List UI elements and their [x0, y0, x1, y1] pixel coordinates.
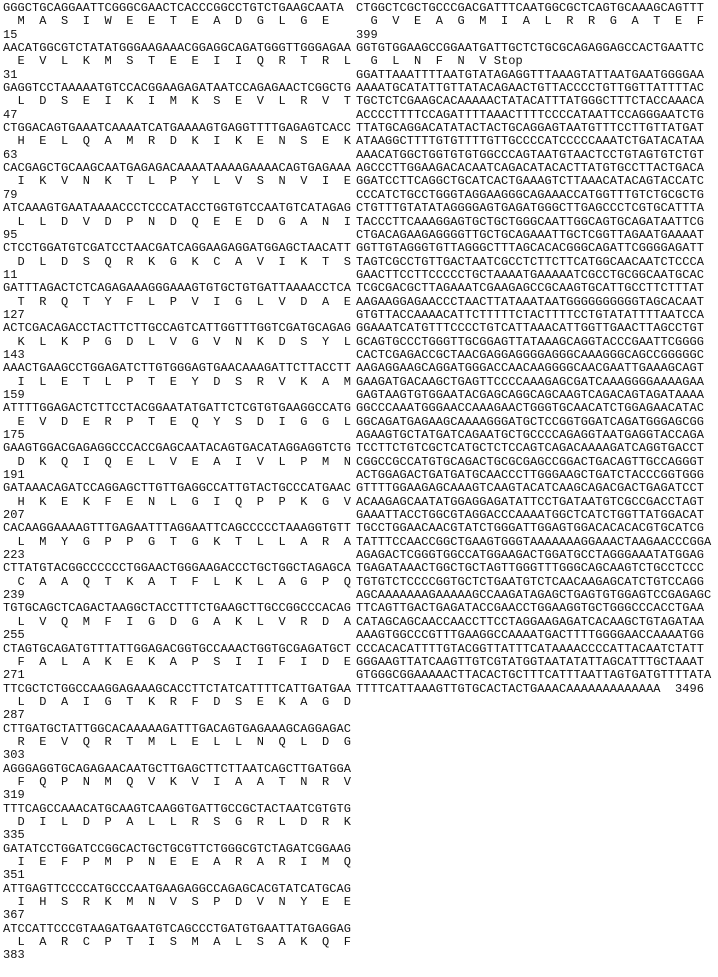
sequence-right-column: [356, 2, 716, 696]
amino-acid-line: L D S E I K I M K S E V L R V T: [3, 94, 352, 109]
nucleotide-line: TACCCTTCAAAGGAGTGCTGCTGGGCAATTGGCAGTGCAGATAATTCG: [356, 214, 705, 229]
amino-acid-line: K L K P G D L V G V N K D S Y L: [3, 334, 352, 349]
nucleotide-line: GATTTAGACTCTCAGAGAAAGGGAAAGTGTGCTGTGATTAAAACCTCA: [3, 281, 352, 296]
position-number: 335: [3, 828, 25, 843]
nucleotide-line: AGCCCTTGGAAGACACAATCAGACATACACTTATGTGCCTTACTGACA: [356, 161, 705, 176]
nucleotide-line: AAAGTGGCCCGTTTGAAGGCCAAAATGACTTTTGGGGAACCAAAATGG: [356, 628, 705, 643]
nucleotide-line: CTTATGTACGGCCCCCCTGGAACTGGGAAGACCCTGCTGGCTAGAGCA: [3, 561, 352, 576]
nucleotide-line: AAGAAGGAGAACCCTAACTTATAAATAATGGGGGGGGGGTAGCACAAT: [356, 294, 705, 309]
amino-acid-line: M A S I W E E T E A D G L G E: [3, 14, 330, 29]
nucleotide-line: CACTCGAGACCGCTAACGAGGAGGGGAGGGCAAAGGGCAGCCGGGGGC: [356, 347, 705, 362]
nucleotide-line: CACAAGGAAAAGTTTGAGAATTTAGGAATTCAGCCCCCTAAAGGTGTT: [3, 521, 352, 536]
amino-acid-line: H K E K F E N L G I Q P P K G V: [3, 494, 352, 509]
nucleotide-line: GGCCCAAATGGGAACCAAAGAACTGGGTGCAACATCTGGAGAACATAC: [356, 401, 705, 416]
nucleotide-line: GAAATTACCTGGCGTAGGACCCAAAATGGCTCATCTGGTTATGGACAT: [356, 508, 705, 523]
nucleotide-line: AGAAGTGCTATGATCAGAATGCTGCCCCAGAGGTAATGAGGTACCAGA: [356, 428, 705, 442]
nucleotide-line: AAACATGGCTGGTGTGTGGCCCAGTAATGTAACTCCTGTAGTGTCTGT: [356, 147, 705, 162]
nucleotide-line: GGCAGATGAGAAGCAAAAGGGATGCTCCGGTGGATCAGATGGGAGCGG: [356, 414, 705, 429]
position-number: 367: [3, 908, 25, 923]
nucleotide-line: AGAGACTCGGGTGGCCATGGAAGACTGGATGCCTAGGGAAATATGGAG: [356, 548, 705, 563]
nucleotide-line: ACCCCTTTTCCAGATTTTAAACTTTTCCCCATAATTCCAGGGAATCTG: [356, 107, 705, 122]
sequence-left-column: [3, 2, 355, 963]
amino-acid-line: G V E A G M I A L R R G A T E F: [356, 14, 705, 29]
amino-acid-line: L M Y G P P G T G K T L L A R A: [3, 534, 352, 549]
position-number: 143: [3, 347, 25, 362]
nucleotide-line: TAGTCGCCTGTTGACTAATCGCCTCTTCTTCATGGCAACAATCTCCCA: [356, 254, 705, 269]
amino-acid-line: I K V N K T L P Y L V S N V I E: [3, 174, 352, 189]
nucleotide-line: CTGGACAGTGAAATCAAAATCATGAAAAGTGAGGTTTTGAGAGTCACC: [3, 121, 352, 136]
nucleotide-line: GAAGTGGACGAGAGGCCCACCGAGCAATACAGTGACATAGGAGGTCTG: [3, 441, 352, 456]
nucleotide-line: TTCGCTCTGGCCAAGGAGAAAGCACCTTCTATCATTTTCATTGATGAA: [3, 681, 352, 696]
nucleotide-line: GTGTTACCAAAACATTCTTTTTCTACTTTTCCTGTATATTTTAATCCA: [356, 307, 705, 322]
nucleotide-line: AACATGGCGTCTATATGGGAAGAAACGGAGGCAGATGGGTTGGGAGAA: [3, 41, 352, 56]
amino-acid-line: F Q P N M Q V K V I A A T N R V: [3, 774, 352, 789]
position-number: 127: [3, 307, 25, 322]
nucleotide-line: GGATTAAATTTTAATGTATAGAGGTTTAAAGTATTAATGAATGGGGAA: [356, 67, 705, 82]
nucleotide-line: TCGCGACGCTTAGAAATCGAAGAGCCGCAAGTGCATTGCCTTCTTTAT: [356, 281, 705, 296]
nucleotide-line: ACTCGACAGACCTACTTCTTGCCAGTCATTGGTTTGGTCGATGCAGAG: [3, 321, 352, 336]
nucleotide-line: GTTTTGGAAGAGCAAAGTCAAGTACATCAAGCAGACGACTGAGATCCT: [356, 481, 705, 496]
nucleotide-line: AGGGAGGTGCAGAGAACAATGCTTGAGCTTCTTAATCAGCTTGATGGA: [3, 761, 352, 776]
nucleotide-line: ATCAAAGTGAATAAAACCCTCCCATACCTGGTGTCCAATGTCATAGAG: [3, 201, 352, 216]
position-number: 159: [3, 387, 25, 402]
nucleotide-line: TGCCTGGAACAACGTATCTGGGATTGGAGTGGACACACACGTGCATCG: [356, 521, 705, 536]
nucleotide-line: AAACTGAAGCCTGGAGATCTTGTGGGAGTGAACAAAGATTCTTACCTT: [3, 361, 352, 376]
nucleotide-line: CCCATCTGCCTGGGTAGGAAGGGCAGAAACCATGGTTTGTCTGCGCTG: [356, 187, 705, 202]
nucleotide-line: CTGGCTCGCTGCCCGACGATTTCAATGGCGCTCAGTGCAAAGCAGTTT: [356, 1, 705, 15]
position-number: 207: [3, 508, 25, 523]
position-number: 175: [3, 428, 25, 442]
nucleotide-line: GGATCCTTCAGGCTGCATCACTGAAAGTCTTAAACATACAGTACCATC: [356, 174, 705, 189]
nucleotide-line: TGTGCAGCTCAGACTAAGGCTACCTTTCTGAAGCTTGCCGGCCCACAG: [3, 601, 352, 616]
nucleotide-line: GGTTGTAGGGTGTTAGGGCTTTAGCACACGGGCAGATTCGGGGAGATT: [356, 241, 705, 256]
nucleotide-line: ACTGGAGACTGATGATGCAACCCTTGGGAAGCTGATCTACCCGGTGGG: [356, 468, 705, 483]
amino-acid-line: R E V Q R T M L E L L N Q L D G: [3, 734, 352, 749]
amino-acid-line: D I L D P A L L R S G R L D R K: [3, 814, 352, 829]
nucleotide-line: CTGTTTGTATATAGGGGAGTGAGATGGGCTTGAGCCCTCGTGCATTTA: [356, 201, 705, 216]
position-number: 191: [3, 468, 25, 483]
nucleotide-line: GGTGTGGAAGCCGGAATGATTGCTCTGCGCAGAGGAGCCACTGAATTC: [356, 41, 705, 56]
nucleotide-line: GGAAATCATGTTTCCCCTGTCATTAAACATTGGTTGAACTTAGCCTGT: [356, 321, 705, 336]
amino-acid-line: I L E T L P T E Y D S R V K A M: [3, 374, 352, 389]
nucleotide-line: GATATCCTGGATCCGGCACTGCTGCGTTCTGGGCGTCTAGATCGGAAG: [3, 841, 352, 856]
position-number: 399: [356, 27, 378, 42]
amino-acid-line: I E F P M P N E E A R A R I M Q: [3, 855, 352, 869]
position-number: 287: [3, 708, 25, 723]
nucleotide-line: GGGCTGCAGGAATTCGGGCGAACTCACCCGGCCTGTCTGAAGCAATA: [3, 1, 344, 15]
position-number: 319: [3, 788, 25, 803]
amino-acid-line: L V Q M F I G D G A K L V R D A: [3, 614, 352, 629]
nucleotide-line: GTGGGCGGAAAAACTTACACTGCTTTCATTTAATTAGTGATGTTTTATA: [356, 668, 712, 683]
amino-acid-line: F A L A K E K A P S I I F I D E: [3, 654, 352, 669]
amino-acid-line: C A A Q T K A T F L K L A G P Q: [3, 574, 352, 589]
position-number: 351: [3, 868, 25, 883]
nucleotide-line: GAGTAAGTGTGGAATACGAGCAGGCAGCAAGTCAGACAGTAGATAAAA: [356, 387, 705, 402]
amino-acid-line: H E L Q A M R D K I K E N S E K: [3, 134, 352, 149]
nucleotide-line: ATCCATTCCCGTAAGATGAATGTCAGCCCTGATGTGAATTATGAGGAG: [3, 921, 352, 936]
nucleotide-line: TTCAGTTGACTGAGATACCGAACCTGGAAGGTGCTGGGCCCACCTGAA: [356, 601, 705, 616]
nucleotide-line: TTTCAGCCAAACATGCAAGTCAAGGTGATTGCCGCTACTAATCGTGTG: [3, 801, 352, 816]
nucleotide-line: CTCCTGGATGTCGATCCTAACGATCAGGAAGAGGATGGAGCTAACATT: [3, 241, 352, 256]
position-number: 31: [3, 67, 18, 82]
position-number: 63: [3, 147, 18, 162]
nucleotide-line: TGTGTCTCCCCGGTGCTCTGAATGTCTCAACAAGAGCATCTGTCCAGG: [356, 574, 705, 589]
nucleotide-line: CTTGATGCTATTGGCACAAAAAGATTTGACAGTGAGAAAGCAGGAGAC: [3, 721, 352, 736]
position-number: 11: [3, 267, 18, 282]
nucleotide-line: GATAAACAGATCCAGGAGCTTGTTGAGGCCATTGTACTGCCCATGAAC: [3, 481, 352, 496]
position-number: 95: [3, 227, 18, 242]
nucleotide-line: ATAAGGCTTTTGTGTTTTGTTGCCCCATCCCCCAAATCTGATACATAA: [356, 134, 705, 149]
nucleotide-line: ACAAGAGCAATATGGAGGAGATATTCCTGATAATGTCGCCGACCTAGT: [356, 494, 705, 509]
amino-acid-line: D K Q I Q E L V E A I V L P M N: [3, 454, 352, 469]
amino-acid-line: I H S R K M N V S P D V N Y E E: [3, 895, 352, 910]
position-number: 383: [3, 948, 25, 963]
nucleotide-line: TATTTCCAACCGGCTGAAGTGGGTAAAAAAAGGAAACTAAGAACCCGGA: [356, 534, 712, 549]
nucleotide-line: TTATGCAGGACATATACTACTGCAGGAGTAATGTTTCCTTGTTATGAT: [356, 121, 705, 136]
nucleotide-line: GGGAAGTTATCAAGTTGTCGTATGGTAATATATTAGCATTTGCTAAAT: [356, 654, 705, 669]
amino-acid-line: E V L K M S T E E I I Q R T R L: [3, 54, 352, 69]
nucleotide-line: CATAGCAGCAACCAACCTTCCTAGGAAGAGATCACAAGCTGTAGATAA: [356, 614, 705, 629]
nucleotide-line: CTGACAGAAGAGGGGTTGCTGCAGAAATTGCTCGGTTAGAATGAAAAT: [356, 227, 705, 242]
nucleotide-line: TCCTTCTGTCGCTCATGCTCTCCAGTCAGACAAAAGATCAGGTGACCT: [356, 441, 705, 456]
amino-acid-line: T R Q T Y F L P V I G L V D A E: [3, 294, 352, 309]
position-number: 223: [3, 548, 25, 563]
final-nucleotide-line: TTTTCATTAAAGTTGTGCACTACTGAAACAAAAAAAAAAAAA 3496: [356, 681, 705, 696]
amino-acid-line: D L D S Q R K G K C A V I K T S: [3, 254, 352, 269]
nucleotide-line: GAACTTCCTTCCCCCTGCTAAAATGAAAAATCGCCTGCGGCAATGCAC: [356, 267, 705, 282]
nucleotide-line: ATTGAGTTCCCCATGCCCAATGAAGAGGCCAGAGCACGTATCATGCAG: [3, 881, 352, 896]
nucleotide-line: GAAGATGACAAGCTGAGTTCCCCAAAGAGCGATCAAAGGGGAAAAGAA: [356, 374, 705, 389]
nucleotide-line: CTAGTGCAGATGTTTATTGGAGACGGTGCCAAACTGGTGCGAGATGCT: [3, 641, 352, 656]
nucleotide-line: TGCTCTCGAAGCACAAAAACTATACATTTATGGGCTTTCTACCAAACA: [356, 94, 705, 109]
amino-acid-line: E V D E R P T E Q Y S D I G G L: [3, 414, 352, 429]
position-number: 15: [3, 27, 18, 42]
nucleotide-line: ATTTTGGAGACTCTTCCTACGGAATATGATTCTCGTGTGAAGGCCATG: [3, 401, 352, 416]
amino-acid-line: L D A I G T K R F D S E K A G D: [3, 694, 352, 709]
amino-acid-line: L A R C P T I S M A L S A K Q F: [3, 935, 352, 950]
position-number: 79: [3, 187, 18, 202]
nucleotide-line: AAAATGCATATTGTTATACAGAACTGTTACCCCTGTTGGTTATTTTAC: [356, 81, 705, 96]
position-number: 239: [3, 588, 25, 603]
amino-acid-line: G L N F N V Stop: [356, 54, 523, 69]
position-number: 47: [3, 107, 18, 122]
nucleotide-line: CCCACACATTTTGTACGGTTATTTCATAAAACCCCATTACAATCTATT: [356, 641, 705, 656]
nucleotide-line: AAGAGGAAGCAGGATGGGACCAACAAGGGGCAACGAATTGAAAGCAGT: [356, 361, 705, 376]
nucleotide-line: AGCAAAAAAAGAAAAAGCCAAGATAGAGCTGAGTGTGGAGTCCGAGAGC: [356, 588, 712, 603]
position-number: 303: [3, 748, 25, 763]
nucleotide-line: GAGGTCCTAAAAATGTCCACGGAAGAGATAATCCAGAGAACTCGGCTG: [3, 81, 352, 96]
position-number: 271: [3, 668, 25, 683]
nucleotide-line: CGGCCGCCATGTGCAGACTGCGCGAGCCGGACTGACAGTTGCCAGGGT: [356, 454, 705, 469]
nucleotide-line: GCAGTGCCCTGGGTTGCGGAGTTATAAAGCAGGTACCCGAATTCGGGG: [356, 334, 705, 349]
nucleotide-line: TGAGATAAACTGGCTGCTAGTTGGGTTTGGGCAGCAAGTCTGCCTCCC: [356, 561, 705, 576]
amino-acid-line: L L D V D P N D Q E E D G A N I: [3, 214, 352, 229]
nucleotide-line: CACGAGCTGCAAGCAATGAGAGACAAAATAAAAGAAAACAGTGAGAAA: [3, 161, 352, 176]
position-number: 255: [3, 628, 25, 643]
